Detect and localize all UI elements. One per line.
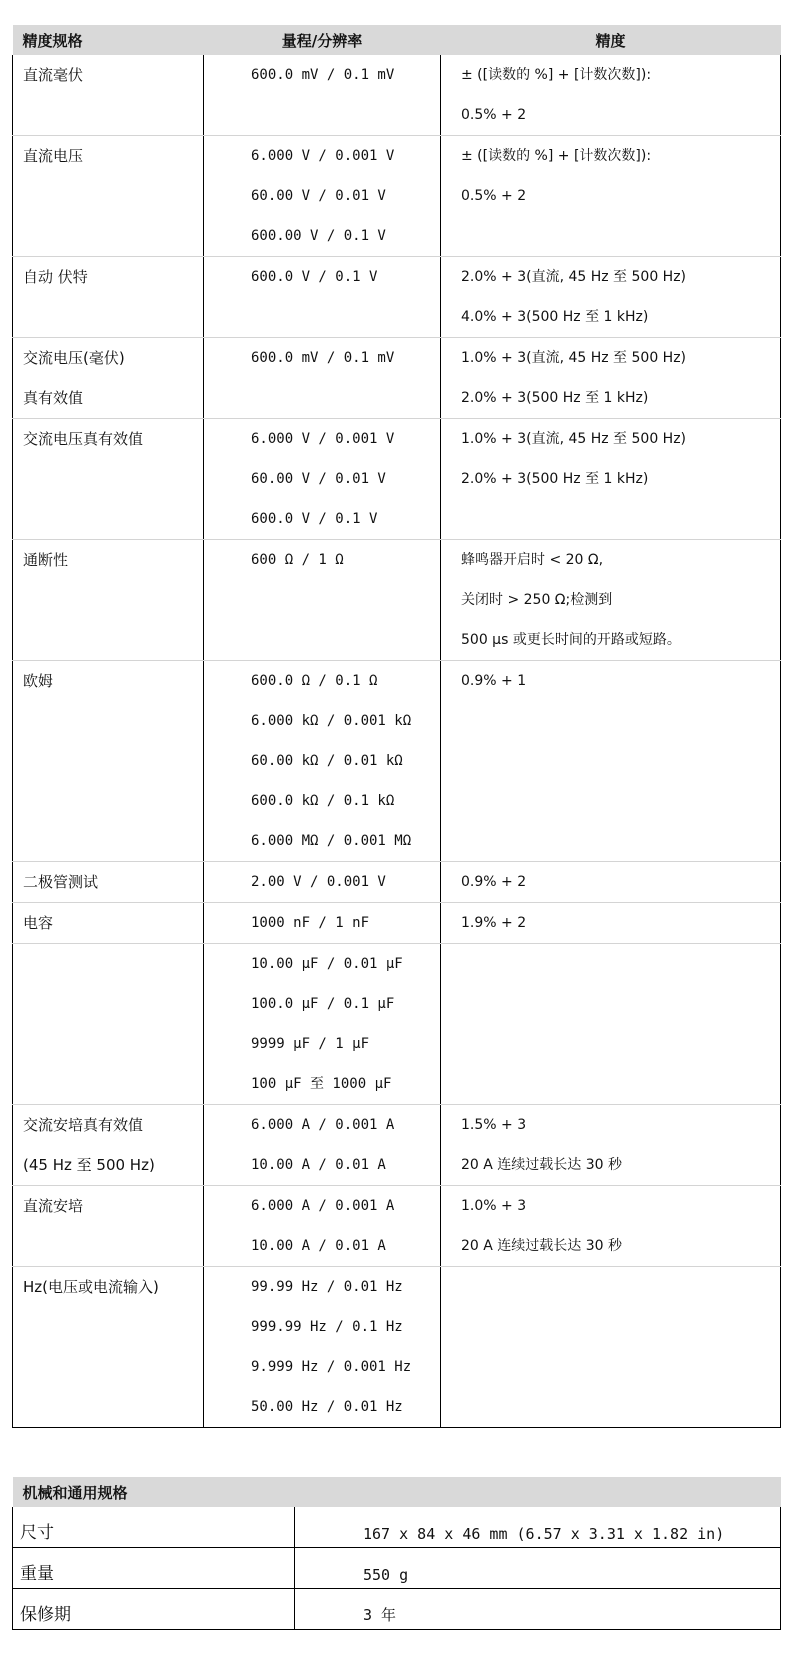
accuracy-cell [441, 338, 781, 419]
header-spec: 精度规格 [13, 25, 204, 55]
table-row [13, 1589, 781, 1630]
table-row [13, 1186, 781, 1267]
range-resolution-line: 1000 nF / 1 nF [251, 915, 370, 931]
accuracy-line: 20 A 连续过载长达 30 秒 [461, 1238, 623, 1254]
range-resolution-line: 999.99 Hz / 0.1 Hz [251, 1319, 403, 1335]
accuracy-cell [441, 944, 781, 1105]
spec-table-body [13, 55, 781, 1428]
accuracy-cell [441, 661, 781, 862]
table-row [13, 944, 781, 1105]
spec-name-cell [13, 338, 204, 419]
mech-value-cell [295, 1507, 781, 1548]
range-resolution-line: 600.0 kΩ / 0.1 kΩ [251, 793, 395, 809]
range-resolution-line: 6.000 kΩ / 0.001 kΩ [251, 713, 412, 729]
spec-name-cell [13, 903, 204, 944]
accuracy-cell [441, 540, 781, 661]
accuracy-line: 0.9% + 1 [461, 673, 527, 689]
header-range-resolution: 量程/分辨率 [204, 25, 441, 55]
spec-name-cell [13, 1267, 204, 1428]
spec-name-cell [13, 661, 204, 862]
range-resolution-line: 6.000 A / 0.001 A [251, 1198, 395, 1214]
range-resolution-cell [204, 338, 441, 419]
spec-name-cell [13, 419, 204, 540]
spec-name-cell [13, 55, 204, 136]
range-resolution-cell [204, 136, 441, 257]
range-resolution-line: 600.0 mV / 0.1 mV [251, 350, 395, 366]
range-resolution-line: 60.00 V / 0.01 V [251, 188, 386, 204]
table-row [13, 1105, 781, 1186]
accuracy-cell [441, 903, 781, 944]
range-resolution-line: 600.00 V / 0.1 V [251, 228, 386, 244]
mech-header: 机械和通用规格 [13, 1477, 781, 1507]
spec-header-row [13, 25, 781, 55]
range-resolution-line: 9999 μF / 1 μF [251, 1036, 370, 1052]
mech-table-body [13, 1507, 781, 1630]
accuracy-line: 1.0% + 3(直流, 45 Hz 至 500 Hz) [461, 431, 687, 447]
spec-name-line: 自动 伏特 [23, 268, 88, 286]
range-resolution-line: 50.00 Hz / 0.01 Hz [251, 1399, 403, 1415]
table-row [13, 419, 781, 540]
mech-label: 尺寸 [20, 1523, 54, 1543]
accuracy-line: ± ([读数的 %] + [计数次数]): [461, 148, 652, 164]
spec-name-line: 交流电压(毫伏) [23, 349, 125, 367]
table-row [13, 1267, 781, 1428]
accuracy-cell [441, 55, 781, 136]
accuracy-cell [441, 1186, 781, 1267]
range-resolution-cell [204, 661, 441, 862]
accuracy-line: 蜂鸣器开启时 < 20 Ω, [461, 552, 604, 568]
range-resolution-line: 6.000 V / 0.001 V [251, 431, 395, 447]
range-resolution-cell [204, 1186, 441, 1267]
accuracy-line: 2.0% + 3(直流, 45 Hz 至 500 Hz) [461, 269, 687, 285]
accuracy-line: 0.5% + 2 [461, 188, 527, 204]
range-resolution-line: 2.00 V / 0.001 V [251, 874, 386, 890]
table-row [13, 1548, 781, 1589]
accuracy-line: 1.9% + 2 [461, 915, 527, 931]
spec-name-cell [13, 944, 204, 1105]
range-resolution-line: 600 Ω / 1 Ω [251, 552, 344, 568]
table-row [13, 1507, 781, 1548]
table-row [13, 862, 781, 903]
range-resolution-line: 10.00 A / 0.01 A [251, 1238, 386, 1254]
table-row [13, 338, 781, 419]
range-resolution-line: 600.0 Ω / 0.1 Ω [251, 673, 378, 689]
range-resolution-line: 600.0 V / 0.1 V [251, 511, 378, 527]
accuracy-line: 0.5% + 2 [461, 107, 527, 123]
mech-value-cell [295, 1589, 781, 1630]
accuracy-spec-table [12, 25, 781, 1428]
range-resolution-line: 10.00 A / 0.01 A [251, 1157, 386, 1173]
range-resolution-cell [204, 419, 441, 540]
range-resolution-cell [204, 1105, 441, 1186]
mech-value: 550 g [363, 1566, 409, 1584]
accuracy-line: 1.0% + 3(直流, 45 Hz 至 500 Hz) [461, 350, 687, 366]
range-resolution-cell [204, 540, 441, 661]
accuracy-line: 2.0% + 3(500 Hz 至 1 kHz) [461, 471, 649, 487]
range-resolution-line: 6.000 A / 0.001 A [251, 1117, 395, 1133]
table-row [13, 540, 781, 661]
range-resolution-line: 100 μF 至 1000 μF [251, 1076, 392, 1092]
spec-name-cell [13, 136, 204, 257]
spec-name-line: 通断性 [23, 551, 69, 569]
range-resolution-line: 100.0 μF / 0.1 μF [251, 996, 395, 1012]
accuracy-cell [441, 136, 781, 257]
range-resolution-cell [204, 862, 441, 903]
range-resolution-line: 6.000 V / 0.001 V [251, 148, 395, 164]
spec-name-line: (45 Hz 至 500 Hz) [23, 1156, 155, 1174]
accuracy-cell [441, 419, 781, 540]
accuracy-line: 4.0% + 3(500 Hz 至 1 kHz) [461, 309, 649, 325]
mech-label-cell [13, 1589, 295, 1630]
spec-name-line: 直流毫伏 [23, 66, 84, 84]
spec-name-line: 直流安培 [23, 1197, 84, 1215]
mech-value: 3 年 [363, 1606, 397, 1624]
range-resolution-line: 9.999 Hz / 0.001 Hz [251, 1359, 412, 1375]
accuracy-line: 1.0% + 3 [461, 1198, 527, 1214]
mech-label-cell [13, 1507, 295, 1548]
range-resolution-line: 99.99 Hz / 0.01 Hz [251, 1279, 403, 1295]
mech-label-cell [13, 1548, 295, 1589]
accuracy-cell [441, 1267, 781, 1428]
spec-name-line: 电容 [23, 914, 54, 932]
spec-name-cell [13, 1186, 204, 1267]
accuracy-line: 20 A 连续过载长达 30 秒 [461, 1157, 623, 1173]
spec-name-line: 欧姆 [23, 672, 54, 690]
mech-header-row [13, 1477, 781, 1507]
accuracy-line: 2.0% + 3(500 Hz 至 1 kHz) [461, 390, 649, 406]
accuracy-line: 关闭时 > 250 Ω;检测到 [461, 592, 613, 608]
range-resolution-cell [204, 1267, 441, 1428]
range-resolution-cell [204, 903, 441, 944]
range-resolution-line: 600.0 V / 0.1 V [251, 269, 378, 285]
spec-name-line: 二极管测试 [23, 873, 99, 891]
table-row [13, 661, 781, 862]
table-row [13, 55, 781, 136]
accuracy-line: 500 μs 或更长时间的开路或短路。 [461, 632, 681, 648]
accuracy-cell [441, 1105, 781, 1186]
accuracy-cell [441, 257, 781, 338]
range-resolution-line: 10.00 μF / 0.01 μF [251, 956, 403, 972]
range-resolution-line: 60.00 V / 0.01 V [251, 471, 386, 487]
range-resolution-line: 600.0 mV / 0.1 mV [251, 67, 395, 83]
table-row [13, 257, 781, 338]
range-resolution-line: 6.000 MΩ / 0.001 MΩ [251, 833, 412, 849]
table-row [13, 136, 781, 257]
header-accuracy: 精度 [441, 25, 781, 55]
spec-name-line: 交流安培真有效值 [23, 1116, 144, 1134]
spec-name-cell [13, 862, 204, 903]
table-row [13, 903, 781, 944]
spec-name-line: 交流电压真有效值 [23, 430, 144, 448]
mechanical-general-spec-table [12, 1477, 781, 1630]
range-resolution-line: 60.00 kΩ / 0.01 kΩ [251, 753, 403, 769]
spec-name-line: 真有效值 [23, 389, 84, 407]
range-resolution-cell [204, 944, 441, 1105]
mech-label: 重量 [20, 1564, 54, 1584]
spec-name-line: Hz(电压或电流输入) [23, 1278, 159, 1296]
spec-name-cell [13, 1105, 204, 1186]
spec-name-cell [13, 257, 204, 338]
mech-value: 167 x 84 x 46 mm (6.57 x 3.31 x 1.82 in) [363, 1525, 725, 1543]
accuracy-line: 1.5% + 3 [461, 1117, 527, 1133]
accuracy-cell [441, 862, 781, 903]
accuracy-line: 0.9% + 2 [461, 874, 527, 890]
spec-name-line: 直流电压 [23, 147, 84, 165]
range-resolution-cell [204, 257, 441, 338]
spec-name-cell [13, 540, 204, 661]
mech-label: 保修期 [20, 1605, 71, 1625]
mech-value-cell [295, 1548, 781, 1589]
range-resolution-cell [204, 55, 441, 136]
accuracy-line: ± ([读数的 %] + [计数次数]): [461, 67, 652, 83]
